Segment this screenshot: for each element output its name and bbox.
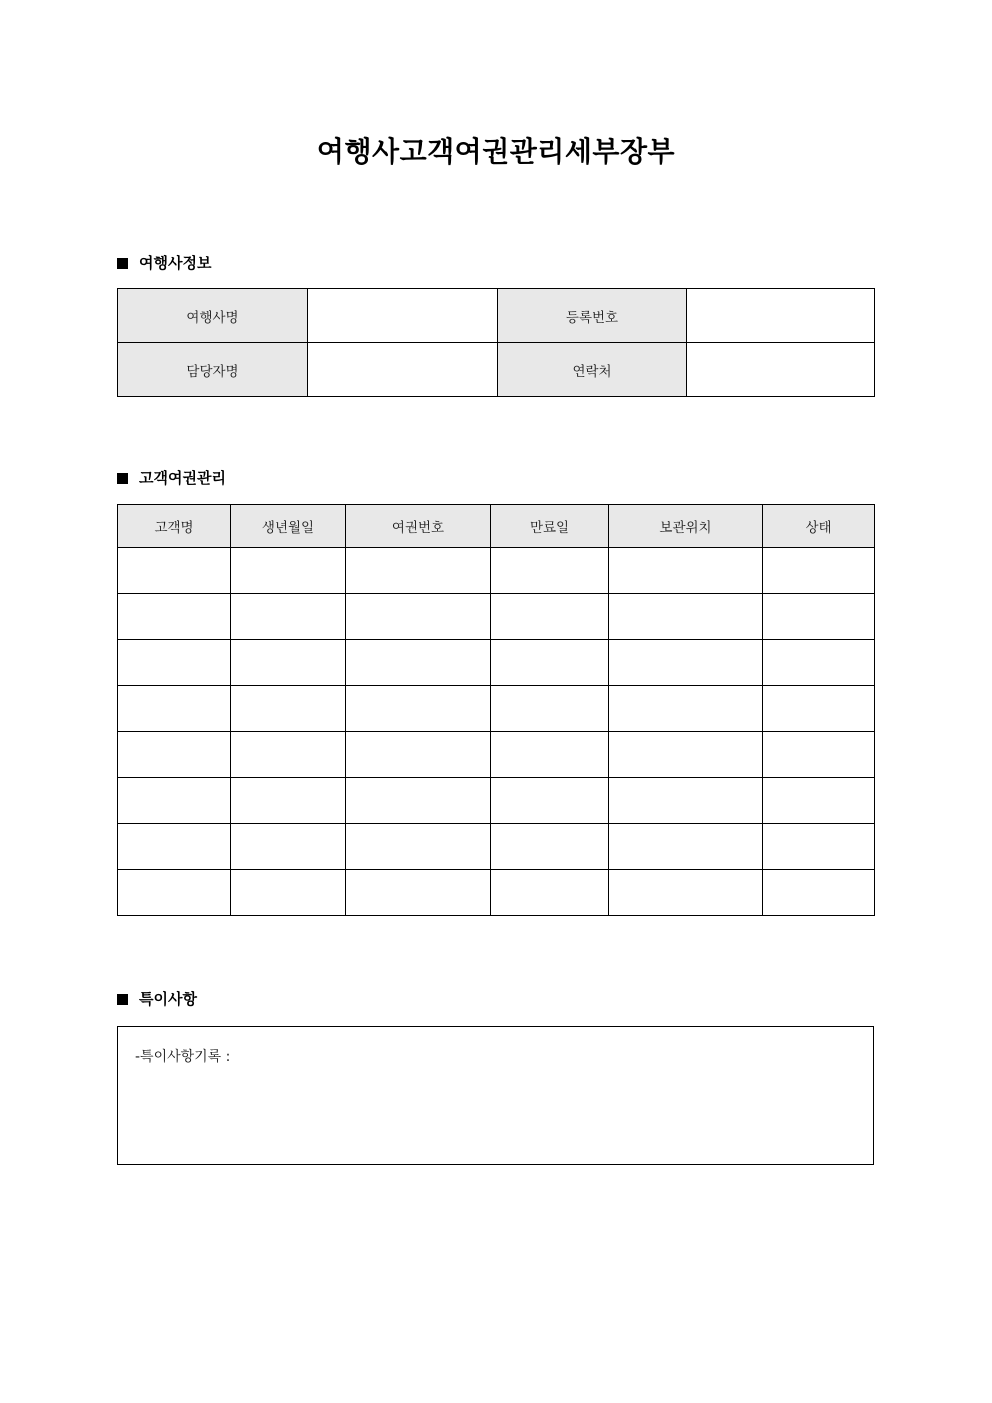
table-cell[interactable] <box>231 778 346 824</box>
agency-info-table <box>117 288 875 397</box>
table-cell[interactable] <box>231 686 346 732</box>
table-cell[interactable] <box>763 548 875 594</box>
field-label-agency-name: 여행사명 <box>118 289 308 343</box>
table-cell[interactable] <box>491 824 609 870</box>
table-row <box>118 289 875 343</box>
section-heading-agency-info <box>117 252 211 274</box>
square-bullet-icon <box>117 994 128 1005</box>
table-cell[interactable] <box>491 686 609 732</box>
table-cell[interactable] <box>231 640 346 686</box>
table-cell[interactable] <box>491 870 609 916</box>
column-header-status: 상태 <box>763 505 875 548</box>
table-cell[interactable] <box>763 732 875 778</box>
table-cell[interactable] <box>346 640 491 686</box>
table-cell[interactable] <box>609 548 763 594</box>
table-cell[interactable] <box>118 640 231 686</box>
table-cell[interactable] <box>118 594 231 640</box>
column-header-storage-location: 보관위치 <box>609 505 763 548</box>
table-cell[interactable] <box>231 824 346 870</box>
table-row <box>118 640 875 686</box>
page-title: 여행사고객여권관리세부장부 <box>316 135 676 168</box>
column-header-customer-name: 고객명 <box>118 505 231 548</box>
table-cell[interactable] <box>609 870 763 916</box>
column-header-expiry-date: 만료일 <box>491 505 609 548</box>
table-cell[interactable] <box>609 640 763 686</box>
column-header-birthdate: 생년월일 <box>231 505 346 548</box>
table-cell[interactable] <box>763 824 875 870</box>
table-row <box>118 343 875 397</box>
section-heading-notes <box>117 988 197 1010</box>
section-heading-label: 고객여권관리 <box>139 469 226 487</box>
notes-prompt-label: -특이사항기록 : <box>135 1049 231 1065</box>
table-cell[interactable] <box>118 686 231 732</box>
table-cell[interactable] <box>231 594 346 640</box>
table-cell[interactable] <box>609 732 763 778</box>
table-row <box>118 548 875 594</box>
table-cell[interactable] <box>763 686 875 732</box>
field-value-agency-name[interactable] <box>308 289 498 343</box>
table-cell[interactable] <box>346 594 491 640</box>
table-cell[interactable] <box>763 640 875 686</box>
table-cell[interactable] <box>763 594 875 640</box>
section-heading-label: 특이사항 <box>139 990 197 1008</box>
table-cell[interactable] <box>346 824 491 870</box>
table-header-row <box>118 505 875 548</box>
table-row <box>118 824 875 870</box>
table-cell[interactable] <box>118 548 231 594</box>
section-heading-passport-management <box>117 467 226 489</box>
table-cell[interactable] <box>346 686 491 732</box>
table-cell[interactable] <box>346 548 491 594</box>
section-heading-label: 여행사정보 <box>139 254 212 272</box>
field-value-registration-number[interactable] <box>687 289 875 343</box>
table-cell[interactable] <box>491 778 609 824</box>
column-header-passport-number: 여권번호 <box>346 505 491 548</box>
table-cell[interactable] <box>491 548 609 594</box>
square-bullet-icon <box>117 473 128 484</box>
table-cell[interactable] <box>231 870 346 916</box>
table-cell[interactable] <box>118 870 231 916</box>
field-label-contact: 연락처 <box>498 343 687 397</box>
table-cell[interactable] <box>118 732 231 778</box>
table-cell[interactable] <box>231 732 346 778</box>
table-cell[interactable] <box>118 778 231 824</box>
passport-table-body <box>118 548 875 916</box>
field-label-manager-name: 담당자명 <box>118 343 308 397</box>
table-row <box>118 778 875 824</box>
table-cell[interactable] <box>491 594 609 640</box>
table-cell[interactable] <box>609 778 763 824</box>
field-value-contact[interactable] <box>687 343 875 397</box>
table-row <box>118 594 875 640</box>
notes-textarea[interactable] <box>117 1026 874 1165</box>
table-cell[interactable] <box>118 824 231 870</box>
square-bullet-icon <box>117 258 128 269</box>
table-cell[interactable] <box>609 686 763 732</box>
table-cell[interactable] <box>763 778 875 824</box>
table-cell[interactable] <box>346 732 491 778</box>
table-cell[interactable] <box>491 732 609 778</box>
table-cell[interactable] <box>231 548 346 594</box>
table-row <box>118 732 875 778</box>
table-row <box>118 870 875 916</box>
table-row <box>118 686 875 732</box>
table-cell[interactable] <box>609 824 763 870</box>
table-cell[interactable] <box>346 870 491 916</box>
table-cell[interactable] <box>609 594 763 640</box>
field-label-registration-number: 등록번호 <box>498 289 687 343</box>
table-cell[interactable] <box>491 640 609 686</box>
field-value-manager-name[interactable] <box>308 343 498 397</box>
passport-management-table <box>117 504 875 916</box>
table-cell[interactable] <box>763 870 875 916</box>
table-cell[interactable] <box>346 778 491 824</box>
